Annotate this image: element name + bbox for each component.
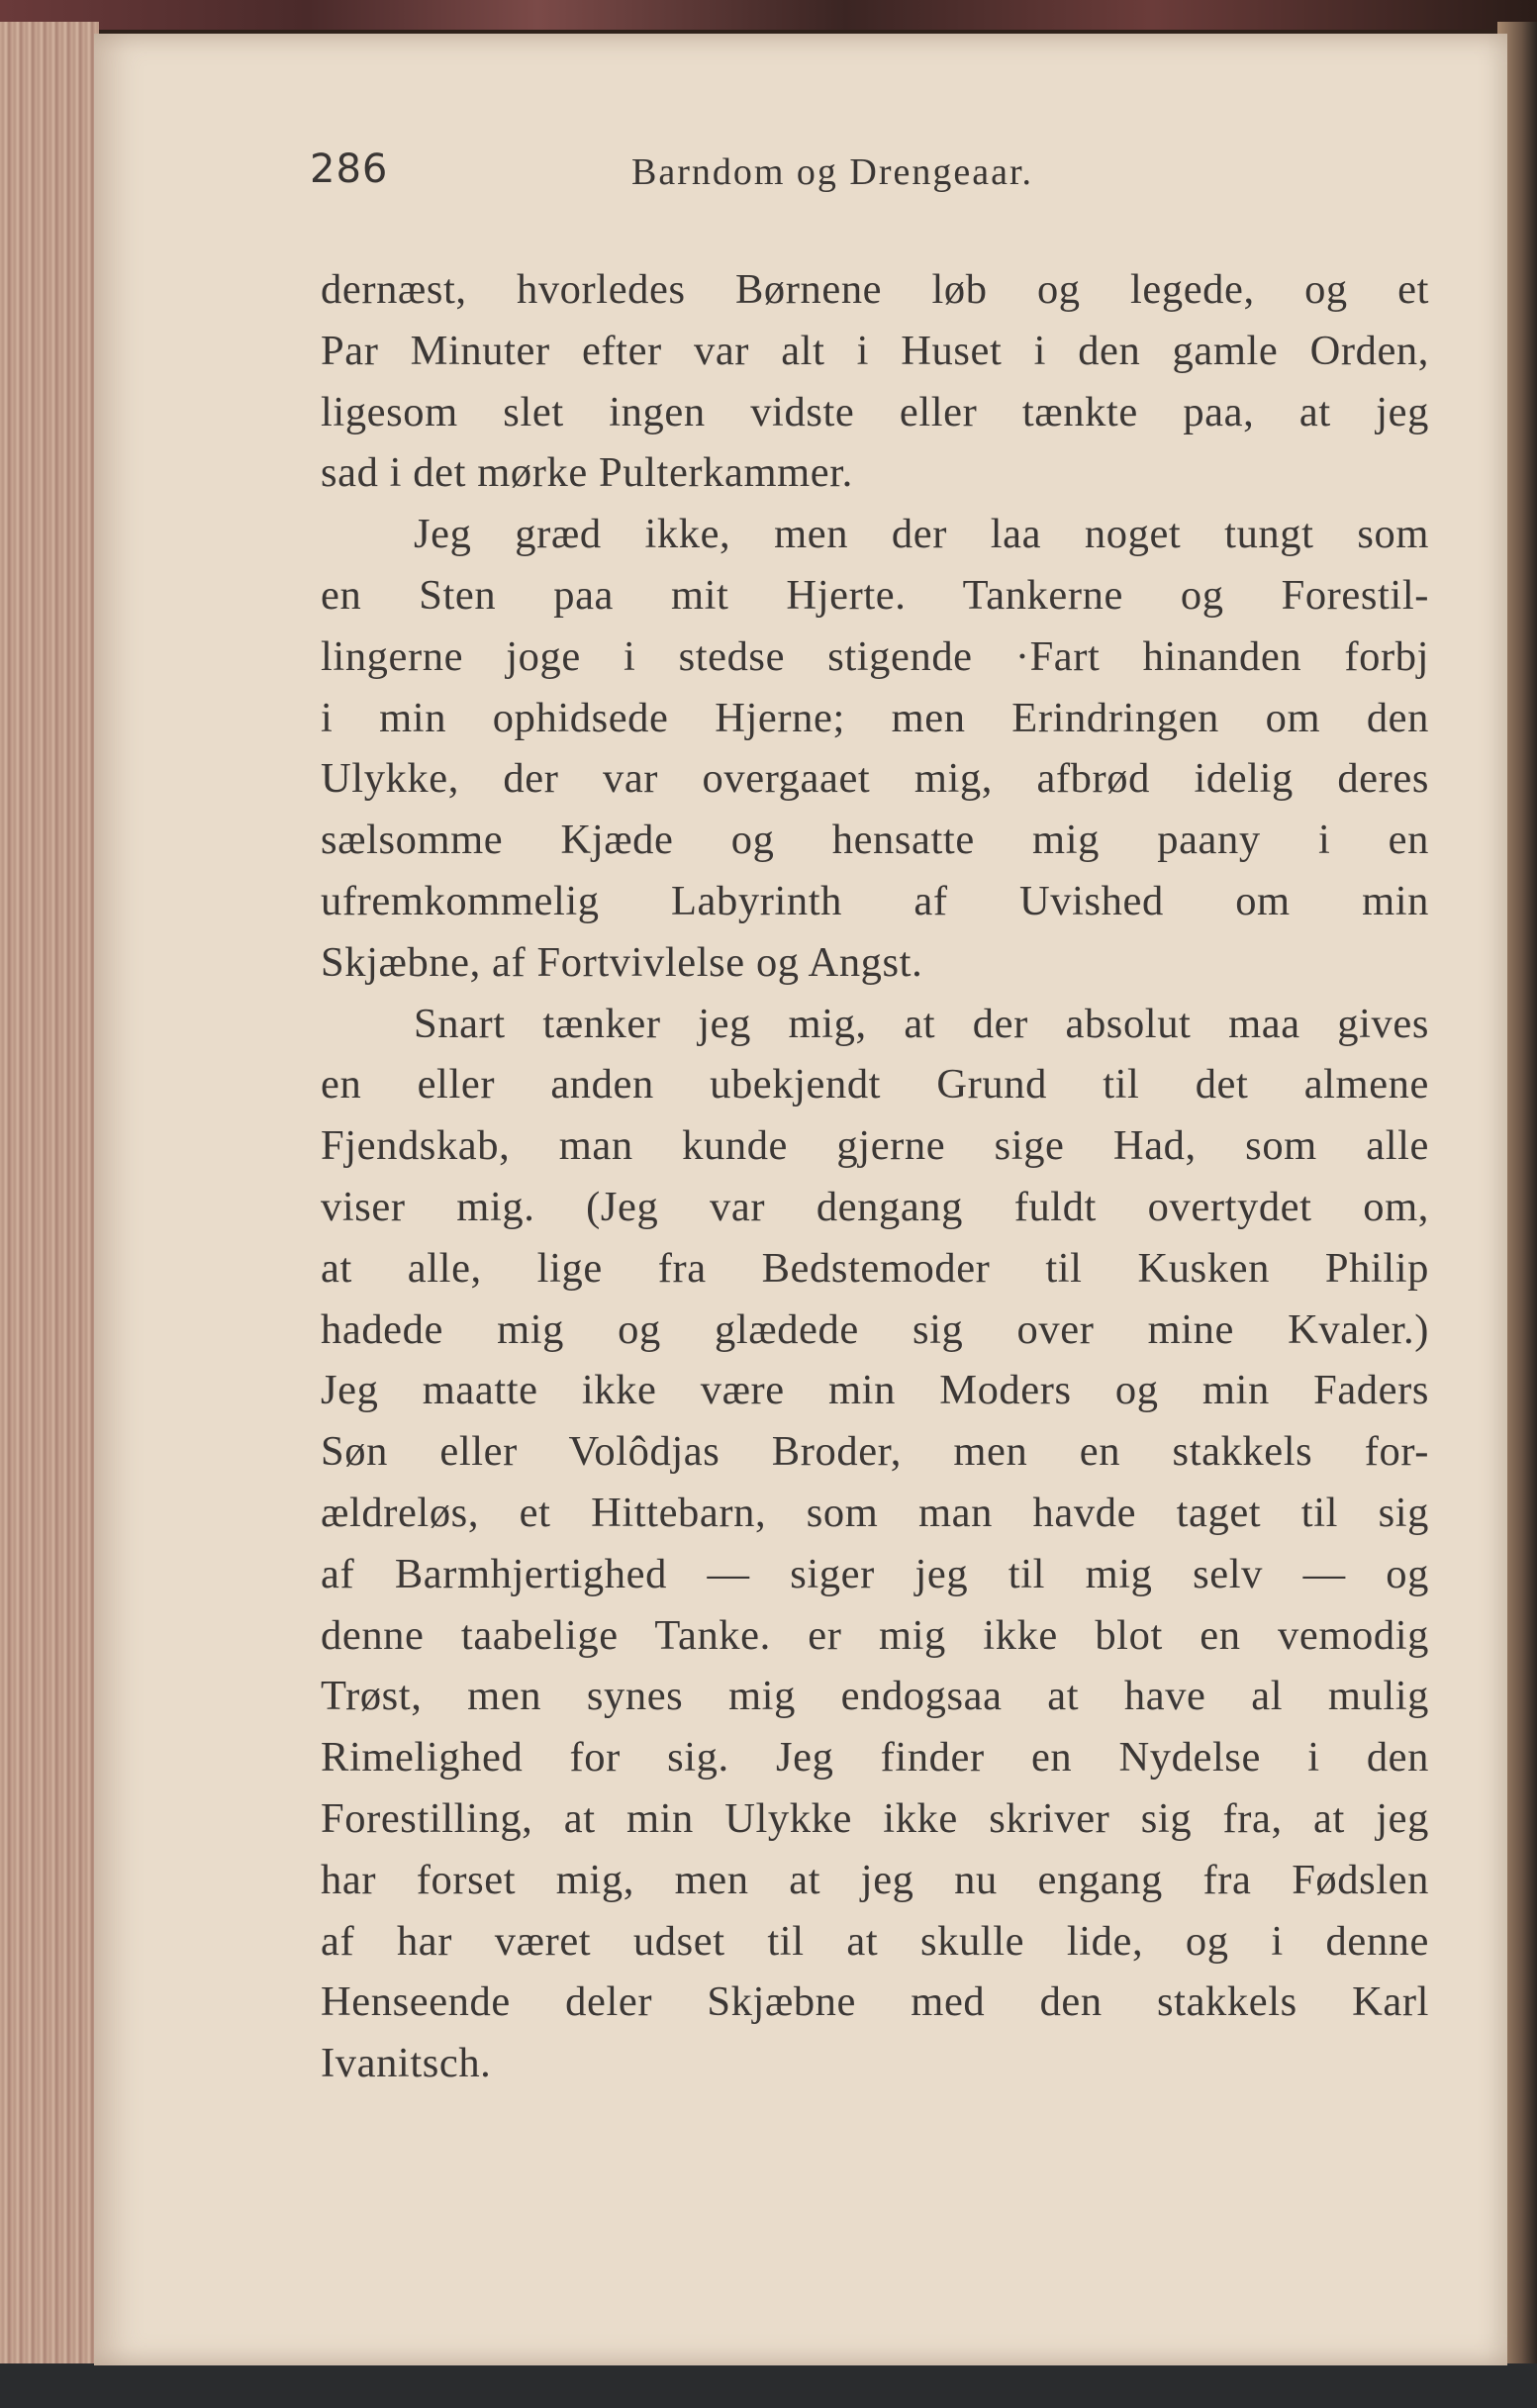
text-line: Ivanitsch. [321,2040,492,2087]
text-line: Rimelighed for sig. Jeg finder en Nydelse i den [321,1734,1429,1782]
text-line: lingerne joge i stedse stigende ·Fart hinanden forbj [321,632,1429,680]
text-line: ufremkommelig Labyrinth af Uvished om min [321,877,1429,924]
text-line: ældreløs, et Hittebarn, som man havde taget til sig [321,1489,1429,1536]
text-line: Henseende deler Skjæbne med den stakkels Karl [321,1978,1429,2026]
text-line: en eller anden ubekjendt Grund til det almene [321,1061,1429,1108]
running-head: Barndom og Drengeaar. [631,151,1034,193]
text-line: af Barmhjertighed — siger jeg til mig selv — og [321,1550,1429,1597]
text-line: af har været udset til at skulle lide, og i denne [321,1917,1429,1965]
text-line: hadede mig og glædede sig over mine Kvaler.) [321,1305,1429,1353]
text-line: har forset mig, men at jeg nu engang fra Fødslen [321,1856,1429,1903]
text-line: i min ophidsede Hjerne; men Erindringen om den [321,694,1429,741]
text-line: at alle, lige fra Bedstemoder til Kusken Philip [321,1244,1429,1292]
text-line: Trøst, men synes mig endogsaa at have al mulig [321,1673,1429,1720]
text-line: sad i det mørke Pulterkammer. [321,449,853,497]
text-line: ligesom slet ingen vidste eller tænkte paa, at jeg [321,388,1429,435]
text-line: en Sten paa mit Hjerte. Tankerne og Forestil- [321,571,1429,619]
text-line: Forestilling, at min Ulykke ikke skriver sig fra, at jeg [321,1794,1429,1842]
body-text [321,259,1429,2094]
text-line: Skjæbne, af Fortvivlelse og Angst. [321,938,923,986]
text-line: Fjendskab, man kunde gjerne sige Had, som alle [321,1122,1429,1170]
book-top-edge [0,0,1537,30]
text-line: viser mig. (Jeg var dengang fuldt overtydet om, [321,1183,1429,1230]
text-line: dernæst, hvorledes Børnene løb og legede, og et [321,266,1429,313]
page-stack-edge [0,22,99,2367]
page-number: 286 [310,146,389,192]
text-line: Jeg græd ikke, men der laa noget tungt som [414,511,1429,558]
page-header [310,146,1201,216]
text-line: denne taabelige Tanke. er mig ikke blot en vemodig [321,1611,1429,1659]
text-line: Søn eller Volôdjas Broder, men en stakkels for- [321,1428,1429,1476]
scanner-bed [0,2363,1537,2408]
text-line: Ulykke, der var overgaaet mig, afbrød idelig deres [321,755,1429,803]
text-line: Jeg maatte ikke være min Moders og min Faders [321,1367,1429,1414]
text-line: Par Minuter efter var alt i Huset i den gamle Orden, [321,327,1429,374]
text-line: sælsomme Kjæde og hensatte mig paany i en [321,817,1429,864]
text-line: Snart tænker jeg mig, at der absolut maa gives [414,1000,1429,1047]
